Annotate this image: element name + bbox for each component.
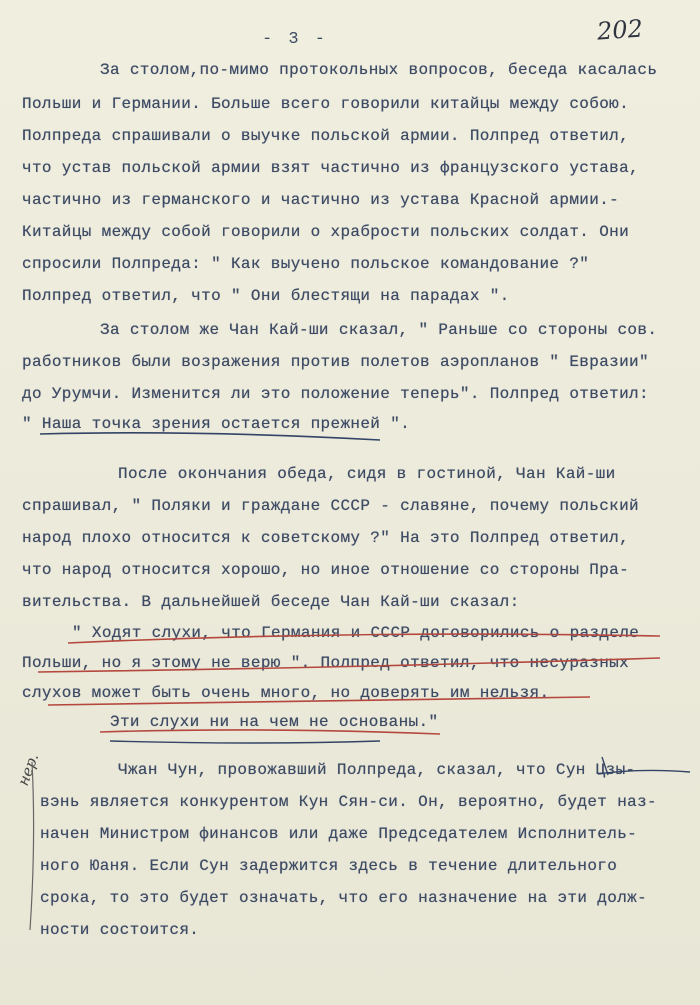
check-mark <box>602 757 608 775</box>
text-line: до Урумчи. Изменится ли это положение теперь". Полпред ответил: <box>22 385 649 403</box>
text-line: слухов может быть очень много, но доверять им нельзя. <box>22 684 550 702</box>
text-line: Китайцы между собой говорили о храбрости польских солдат. Они <box>22 223 630 241</box>
text-line: срока, то это будет означать, что его назначение на эти долж- <box>40 889 648 907</box>
text-line: что устав польской армии взят частично из французского устава, <box>22 159 639 177</box>
underline-mark <box>40 433 380 440</box>
underline-mark <box>110 741 380 743</box>
text-line: Эти слухи ни на чем не основаны." <box>110 713 439 731</box>
text-line: народ плохо относится к советскому ?" На это Полпред ответил, <box>22 529 630 547</box>
text-line: После окончания обеда, сидя в гостиной, Чан Кай-ши <box>118 465 616 483</box>
text-line: Польши и Германии. Больше всего говорили китайцы между собою. <box>22 95 630 113</box>
margin-note: нер. <box>14 750 43 789</box>
text-line: работников были возражения против полетов аэропланов " Евразии" <box>22 353 649 371</box>
text-line: что народ относится хорошо, но иное отношение со стороны Пра- <box>22 561 630 579</box>
text-line: Польши, но я этому не верю ". Полпред ответил, что несуразных <box>22 654 630 672</box>
text-line: ности состоится. <box>40 921 200 939</box>
underline-mark <box>68 634 660 643</box>
underline-mark <box>100 730 440 734</box>
text-line: спросили Полпреда: " Как выучено польское командование ?" <box>22 255 590 273</box>
text-line: начен Министром финансов или даже Председателем Исполнитель- <box>40 825 638 843</box>
page-number: - 3 - <box>262 30 329 49</box>
text-line: ного Юаня. Если Сун задержится здесь в течение длительного <box>40 857 618 875</box>
text-line: За столом,по-мимо протокольных вопросов, беседа касалась <box>100 61 658 79</box>
text-line: Чжан Чун, провожавший Полпреда, сказал, что Сун Цзы- <box>118 761 636 779</box>
underline-mark <box>48 697 590 705</box>
text-line: " Наша точка зрения остается прежней ". <box>22 415 411 433</box>
text-line: Полпреда спрашивали о выучке польской армии. Полпред ответил, <box>22 127 630 145</box>
text-line: вэнь является конкурентом Кун Сян-си. Он, вероятно, будет наз- <box>40 793 657 811</box>
text-line: спрашивал, " Поляки и граждане СССР - славяне, почему польский <box>22 497 639 515</box>
text-line: За столом же Чан Кай-ши сказал, " Раньше со стороны сов. <box>100 321 658 339</box>
text-line: вительства. В дальнейшей беседе Чан Кай-ши сказал: <box>22 593 520 611</box>
underline-mark <box>598 770 690 774</box>
text-line: частично из германского и частично из устава Красной армии.- <box>22 191 620 209</box>
text-line: Полпред ответил, что " Они блестящи на парадах ". <box>22 287 510 305</box>
margin-bracket <box>30 762 34 930</box>
archive-number: 202 <box>596 14 644 46</box>
text-line: " Ходят слухи, что Германия и СССР договорились о разделе <box>72 624 640 642</box>
underline-mark <box>38 658 660 672</box>
